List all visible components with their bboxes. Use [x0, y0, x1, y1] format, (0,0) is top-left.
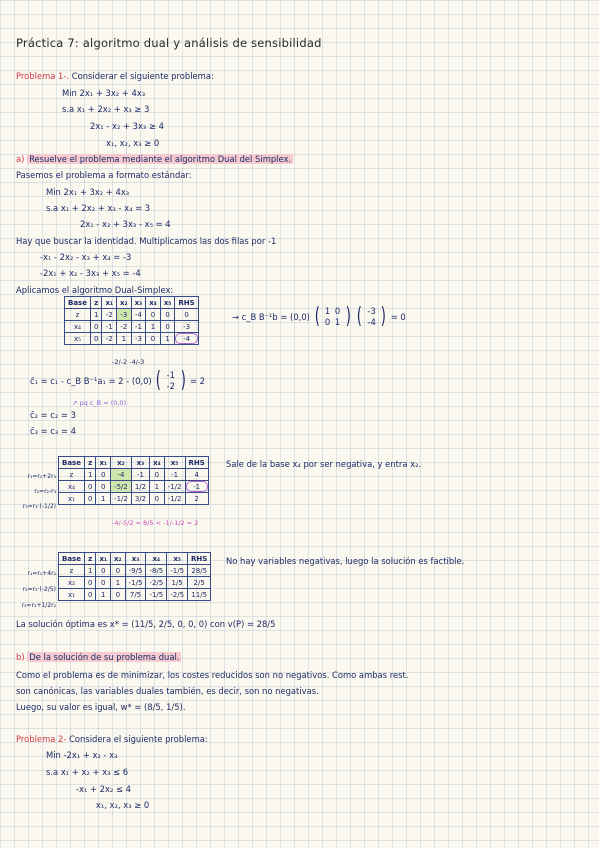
part-b-heading: [16, 652, 181, 663]
tableau-3-cell: -2/5: [167, 589, 188, 601]
tableau-3-cell: -1/5: [146, 589, 167, 601]
tableau-2-cell: 1/2: [131, 481, 149, 493]
tableau-1-cell: -2: [102, 333, 117, 345]
tableau-2-cell: -1: [131, 469, 149, 481]
tableau-2-cell: x₁: [59, 493, 85, 505]
t2-row-op-2: r₂=r₂-r₃: [34, 488, 56, 495]
tableau-1-cell: -1: [131, 321, 146, 333]
tableau-3-cell: 0: [111, 565, 126, 577]
tableau-2-cell: 0: [96, 469, 111, 481]
tableau-2-cell: 1: [84, 469, 95, 481]
tableau-3-cell: x₁: [59, 589, 85, 601]
page-title: Práctica 7: algoritmo dual y análisis de sensibilidad: [16, 36, 322, 50]
tableau-2: [58, 456, 209, 505]
tableau-2-cell: -1/2: [164, 493, 185, 505]
reduced-cost-1-result: = 2: [189, 376, 205, 386]
p2-constraint-1: s.a x₁ + x₂ + x₃ ≤ 6: [46, 767, 129, 777]
tableau-2-ratios: -4/-5/2 = 8/5 < -1/-1/2 = 2: [112, 519, 199, 527]
identity-note: Hay que buscar la identidad. Multiplicamos las dos filas por -1: [16, 236, 277, 246]
part-b-line-2: son canónicas, las variables duales también, es decir, son no negativas.: [16, 686, 319, 696]
vector-left-paren: (: [356, 304, 363, 329]
tableau-2-row: [59, 469, 209, 481]
vector-right-paren: ): [180, 368, 186, 393]
tableau-2-row: [59, 493, 209, 505]
tableau-1-cell: x₄: [65, 321, 91, 333]
cbb-calculation: [232, 306, 406, 328]
tableau-2-head-cell: x₃: [131, 457, 149, 469]
problem-1-intro: Considerar el siguiente problema:: [71, 71, 214, 81]
tableau-3-cell: -1/5: [167, 565, 188, 577]
problem-2-heading: [16, 734, 208, 745]
tableau-2-cell: -1/2: [111, 493, 132, 505]
tableau-3-cell: 11/5: [188, 589, 211, 601]
p1-nonnegativity: x₁, x₂, x₃ ≥ 0: [106, 138, 160, 148]
tableau-2-head-cell: x₅: [164, 457, 185, 469]
tableau-3-head-cell: x₃: [125, 553, 146, 565]
apply-dual-simplex: Aplicamos el algoritmo Dual-Simplex:: [16, 285, 174, 295]
tableau-2-head-cell: x₄: [150, 457, 165, 469]
tableau-3-head-cell: x₄: [146, 553, 167, 565]
reduced-cost-3: c̄₃ = c₃ = 4: [30, 426, 76, 436]
tableau-1-head-cell: RHS: [175, 297, 198, 309]
tableau-3-cell: -1/5: [125, 577, 146, 589]
tableau-2-head-cell: z: [84, 457, 95, 469]
tableau-2-cell: 0: [84, 481, 95, 493]
std-constraint-2: 2x₁ - x₂ + 3x₃ - x₅ = 4: [80, 219, 171, 229]
tableau-2-cell: 0: [84, 493, 95, 505]
tableau-1-cell: -3: [131, 333, 146, 345]
tableau-3-cell: x₂: [59, 577, 85, 589]
p2-constraint-2: -x₁ + 2x₂ ≤ 4: [76, 784, 131, 794]
vector-cell: -2: [166, 381, 175, 391]
problem-2-intro: Considera el siguiente problema:: [69, 734, 208, 744]
tableau-3-cell: 0: [96, 577, 111, 589]
cbb-result: = 0: [390, 312, 406, 322]
tableau-1-cell: z: [65, 309, 91, 321]
tableau-1-cell: 1: [90, 309, 101, 321]
tableau-1-header: [65, 297, 199, 309]
part-b-text: De la solución de su problema dual.: [29, 652, 180, 662]
vector-cell: -1: [166, 370, 175, 380]
tableau-1-cell: 0: [160, 321, 175, 333]
tableau-2-note: Sale de la base x₄ por ser negativa, y entra x₂.: [226, 459, 422, 469]
tableau-3: [58, 552, 211, 601]
tableau-1-cell: 1: [146, 321, 161, 333]
vector-cell: -3: [367, 306, 376, 316]
rhs-vector: [367, 306, 375, 328]
tableau-2-cell: 3/2: [131, 493, 149, 505]
tableau-2-cell: 0: [150, 493, 165, 505]
tableau-2-cell: 2: [185, 493, 208, 505]
reduced-cost-1-expr: c̄₁ = c₁ - c_B B⁻¹a₁ = 2 - (0,0): [30, 376, 152, 386]
tableau-3-cell: 2/5: [188, 577, 211, 589]
a1-vector: [167, 370, 175, 392]
p1-objective: Min 2x₁ + 3x₂ + 4x₃: [62, 88, 146, 98]
matrix-col-2: [335, 306, 340, 328]
vector-right-paren: ): [381, 304, 387, 329]
matrix-cell: 0: [324, 317, 331, 327]
part-a-text: Resuelve el problema mediante el algoritmo Dual del Simplex.: [29, 154, 292, 164]
vector-cell: -4: [367, 317, 376, 327]
t2-row-op-3: r₃=r₃·(-1/2): [22, 503, 56, 510]
tableau-2-cell: -1/2: [164, 481, 185, 493]
tableau-3-note: No hay variables negativas, luego la solución es factible.: [226, 556, 465, 566]
tableau-1-cell: -4: [131, 309, 146, 321]
tableau-3-cell: 1/5: [167, 577, 188, 589]
tableau-2-cell: 4: [185, 469, 208, 481]
tableau-1-row: [65, 309, 199, 321]
tableau-1-cell: 0: [90, 321, 101, 333]
optimal-solution: La solución óptima es x* = (11/5, 2/5, 0, 0, 0) con v(P) = 28/5: [16, 619, 276, 629]
std-constraint-1: s.a x₁ + 2x₂ + x₃ - x₄ = 3: [46, 203, 151, 213]
tableau-3-cell: -2/5: [146, 577, 167, 589]
matrix-cell: 1: [334, 317, 341, 327]
tableau-1-cell: -1: [102, 321, 117, 333]
part-a-heading: [16, 154, 293, 165]
tableau-2-pivot-cell: -5/2: [111, 481, 132, 493]
tableau-3-head-cell: x₅: [167, 553, 188, 565]
tableau-1-row: [65, 333, 199, 345]
tableau-2-cell: 1: [96, 493, 111, 505]
problem-2-label: Problema 2-: [16, 734, 67, 744]
t2-row-op-1: r₁=r₁+2r₃: [27, 473, 56, 480]
tableau-3-cell: 1: [96, 589, 111, 601]
matrix-col-1: [325, 306, 330, 328]
tableau-3-header: [59, 553, 211, 565]
tableau-1: [64, 296, 199, 345]
reduced-cost-1: [30, 370, 205, 392]
p2-objective: Min -2x₁ + x₂ - x₃: [46, 750, 118, 760]
tableau-2-leaving-rhs-cell: -1: [185, 481, 208, 493]
tableau-1-head-cell: x₅: [160, 297, 175, 309]
matrix-right-paren: ): [345, 304, 351, 329]
tableau-2-head-cell: x₁: [96, 457, 111, 469]
tableau-1-cell: 0: [146, 309, 161, 321]
tableau-1-cell: 0: [175, 309, 198, 321]
p2-nonnegativity: x₁, x₂, x₃ ≥ 0: [96, 800, 150, 810]
tableau-1-head-cell: x₁: [102, 297, 117, 309]
tableau-3-cell: z: [59, 565, 85, 577]
part-b-label: b): [16, 652, 25, 662]
reduced-cost-2: c̄₂ = c₂ = 3: [30, 410, 76, 420]
tableau-1-row: [65, 321, 199, 333]
tableau-3-cell: 28/5: [188, 565, 211, 577]
p1-constraint-1: s.a x₁ + 2x₂ + x₃ ≥ 3: [62, 104, 150, 114]
tableau-1-cell: 0: [90, 333, 101, 345]
tableau-3-cell: 0: [84, 577, 95, 589]
matrix-cell: 1: [324, 306, 331, 316]
tableau-3-head-cell: x₂: [111, 553, 126, 565]
vector-left-paren: (: [156, 368, 162, 393]
tableau-1-leaving-rhs-cell: -4: [175, 333, 198, 345]
tableau-1-cell: 1: [160, 333, 175, 345]
tableau-3-row: [59, 589, 211, 601]
tableau-3-head-cell: Base: [59, 553, 85, 565]
part-a-label: a): [16, 154, 25, 164]
tableau-3-cell: -9/5: [125, 565, 146, 577]
tableau-1-cell: -3: [175, 321, 198, 333]
tableau-1-cell: -2: [102, 309, 117, 321]
tableau-1-head-cell: x₃: [131, 297, 146, 309]
tableau-3-head-cell: x₁: [96, 553, 111, 565]
tableau-2-head-cell: x₂: [111, 457, 132, 469]
tableau-2-cell: z: [59, 469, 85, 481]
matrix-cell: 0: [334, 306, 341, 316]
tableau-3-cell: 0: [96, 565, 111, 577]
tableau-2-pivot-cost-cell: -4: [111, 469, 132, 481]
tableau-2-cell: 1: [150, 481, 165, 493]
t3-row-op-1: r₁=r₁+4r₂: [27, 570, 56, 577]
tableau-2-head-cell: Base: [59, 457, 85, 469]
tableau-3-cell: 0: [111, 589, 126, 601]
tableau-2-cell: -1: [164, 469, 185, 481]
tableau-2-cell: 0: [96, 481, 111, 493]
tableau-1-cell: x₅: [65, 333, 91, 345]
part-b-line-1: Como el problema es de minimizar, los costes reducidos son no negativos. Como ambas rest.: [16, 670, 409, 680]
tableau-3-head-cell: RHS: [188, 553, 211, 565]
reduced-cost-note: ↗ pq c_B = (0,0): [72, 399, 127, 407]
problem-1-label: Problema 1-.: [16, 71, 70, 81]
std-objective: Min 2x₁ + 3x₂ + 4x₃: [46, 187, 130, 197]
tableau-3-head-cell: z: [84, 553, 95, 565]
t3-row-op-3: r₃=r₃+1/2r₂: [21, 602, 56, 609]
tableau-2-cell: 0: [150, 469, 165, 481]
tableau-1-head-cell: x₂: [117, 297, 132, 309]
tableau-3-row: [59, 565, 211, 577]
standard-form-intro: Pasemos el problema a formato estándar:: [16, 170, 192, 180]
tableau-3-row: [59, 577, 211, 589]
tableau-3-cell: 1: [84, 565, 95, 577]
tableau-2-row: [59, 481, 209, 493]
tableau-1-cell: 1: [117, 333, 132, 345]
p1-constraint-2: 2x₁ - x₂ + 3x₃ ≥ 4: [90, 121, 164, 131]
tableau-3-cell: -8/5: [146, 565, 167, 577]
tableau-2-header: [59, 457, 209, 469]
tableau-1-ratios: -2/-2 -4/-3: [112, 358, 145, 366]
tableau-1-head-cell: z: [90, 297, 101, 309]
part-b-line-3: Luego, su valor es igual, w* = (8/5, 1/5).: [16, 702, 186, 712]
tableau-2-head-cell: RHS: [185, 457, 208, 469]
cbb-prefix: → c_B B⁻¹b = (0,0): [232, 312, 310, 322]
tableau-1-head-cell: x₄: [146, 297, 161, 309]
problem-1-heading: [16, 71, 214, 82]
tableau-3-cell: 0: [84, 589, 95, 601]
tableau-1-cell: 0: [146, 333, 161, 345]
t3-row-op-2: r₂=r₂·(-2/5): [22, 586, 56, 593]
tableau-1-cell: 0: [160, 309, 175, 321]
matrix-left-paren: (: [314, 304, 320, 329]
tableau-1-head-cell: Base: [65, 297, 91, 309]
multiplied-row-1: -x₁ - 2x₂ - x₃ + x₄ = -3: [40, 252, 132, 262]
multiplied-row-2: -2x₁ + x₂ - 3x₃ + x₅ = -4: [40, 268, 141, 278]
tableau-1-pivot-cost-cell: -3: [117, 309, 132, 321]
tableau-3-cell: 7/5: [125, 589, 146, 601]
tableau-3-cell: 1: [111, 577, 126, 589]
tableau-2-cell: x₄: [59, 481, 85, 493]
tableau-1-cell: -2: [117, 321, 132, 333]
